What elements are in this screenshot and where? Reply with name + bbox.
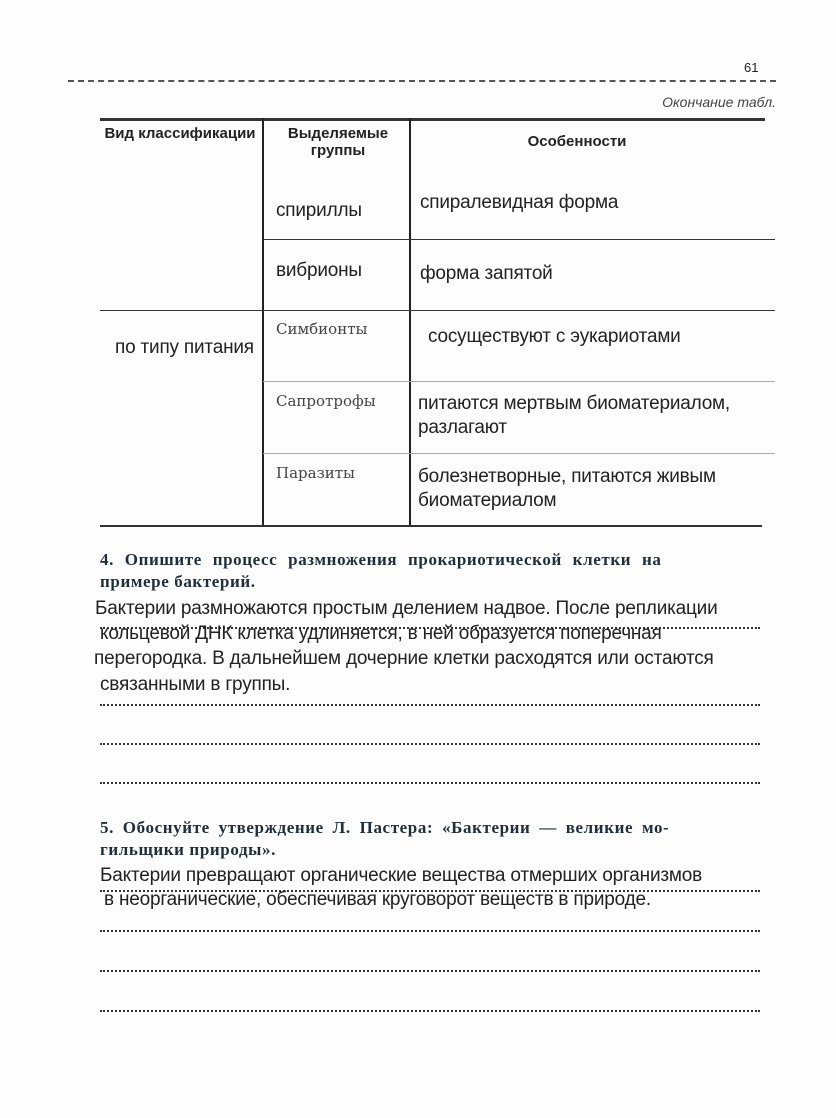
answer-line	[100, 743, 760, 745]
table-top-border	[100, 118, 765, 121]
question-5-text: 5. Обоснуйте утверждение Л. Пастера: «Бактерии — великие мо-	[100, 818, 670, 837]
question-4-text: примере бактерий.	[100, 572, 256, 591]
answer-5-line: Бактерии превращают органические вещества отмерших организмов	[100, 865, 703, 886]
features-cell: спиралевидная форма	[420, 192, 619, 213]
features-cell: биоматериалом	[418, 490, 557, 511]
table-bottom-border	[100, 525, 762, 527]
table-row-divider	[263, 381, 775, 382]
table-caption: Окончание табл.	[662, 94, 776, 110]
table-column-divider	[262, 118, 264, 526]
features-cell: болезнетворные, питаются живым	[418, 466, 716, 487]
table-row-divider	[100, 310, 775, 311]
table-column-divider	[409, 118, 411, 526]
header-groups: Выделяемые группы	[287, 125, 389, 159]
answer-line	[100, 1010, 760, 1012]
header-features: Особенности	[527, 133, 627, 150]
header-classification-type: Вид классификации	[104, 125, 256, 142]
answer-4-line: кольцевой ДНК клетка удлиняется, в ней образуется поперечная	[100, 623, 662, 644]
features-cell: сосуществуют с эукариотами	[428, 326, 681, 347]
features-cell: разлагают	[418, 417, 507, 438]
group-cell: вибрионы	[276, 260, 362, 281]
features-cell: питаются мертвым биоматериалом,	[418, 393, 731, 414]
question-4-text: 4. Опишите процесс размножения прокариотической клетки на	[100, 550, 662, 569]
question-5-text: гильщики природы».	[100, 840, 276, 859]
answer-4-line: связанными в группы.	[100, 674, 291, 695]
page-number: 61	[744, 60, 759, 75]
answer-5-line: в неорганические, обеспечивая круговорот веществ в природе.	[104, 889, 651, 910]
group-cell: Симбионты	[276, 320, 368, 338]
answer-line	[100, 930, 760, 932]
table-row-divider	[263, 239, 775, 240]
group-cell: спириллы	[276, 200, 362, 221]
answer-line	[100, 704, 760, 706]
answer-line	[100, 782, 760, 784]
answer-4-line: перегородка. В дальнейшем дочерние клетки расходятся или остаются	[94, 648, 714, 669]
classification-type-cell: по типу питания	[115, 337, 254, 358]
group-cell: Паразиты	[276, 464, 355, 482]
answer-line	[100, 970, 760, 972]
table-row-divider	[263, 453, 775, 454]
features-cell: форма запятой	[420, 263, 553, 284]
top-rule	[68, 80, 776, 82]
group-cell: Сапротрофы	[276, 392, 376, 410]
answer-4-line: Бактерии размножаются простым делением надвое. После репликации	[95, 598, 718, 619]
